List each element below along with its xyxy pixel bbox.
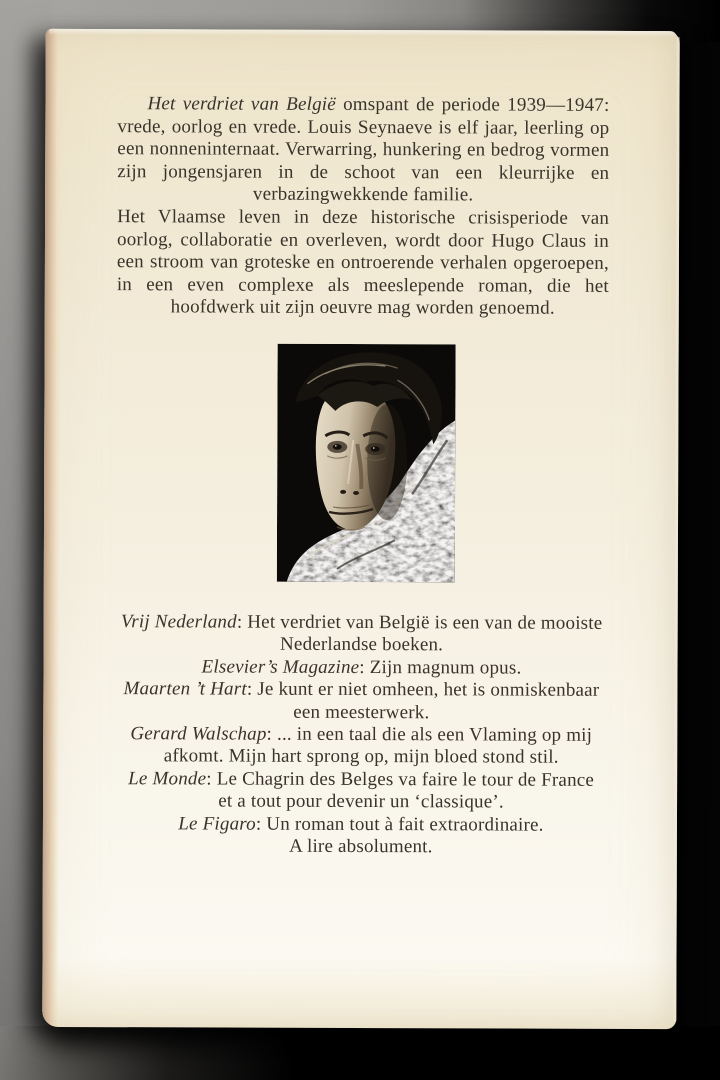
book-back-cover bbox=[42, 29, 679, 1029]
quote-le-figaro bbox=[120, 813, 602, 859]
quote-source: Gerard Walschap bbox=[130, 723, 267, 745]
quote-text: Le Chagrin des Belges va faire le tour de France et a tout pour devenir un ‘classique’. bbox=[216, 768, 595, 813]
blurb-paragraph-1-text: omspant de periode 1939—1947: vrede, oorlog en vrede. Louis Seynaeve is elf jaar, leerling op een nonneninternaat. Verwarring, hunkering en bedrog vormen zijn jongensjaren in de schoot van een kleurrijke en verbazingwekkende familie. bbox=[117, 93, 610, 206]
blurb-paragraph-1 bbox=[117, 93, 609, 208]
quote-text: Un roman tout à fait extraordinaire. bbox=[266, 813, 544, 836]
author-portrait-photo bbox=[277, 344, 456, 583]
quote-separator: : bbox=[266, 723, 278, 745]
book-title-italic: Het verdriet van België bbox=[147, 93, 336, 115]
quote-text-line-2: A lire absolument. bbox=[289, 835, 433, 858]
quote-source: Elsevier’s Magazine bbox=[201, 656, 360, 678]
blurb-paragraph-2: Het Vlaamse leven in deze historische crisisperiode van oorlog, collaboratie en overleven, wordt door Hugo Claus in een stroom van groteske en ontroerende verhalen opgeroepen, in een even complexe als meeslepende roman, die het hoofdwerk uit zijn oeuvre mag worden genoemd. bbox=[116, 206, 610, 320]
quote-text: Je kunt er niet omheen, het is onmiskenbaar een meesterwerk. bbox=[257, 678, 600, 723]
quote-separator: : bbox=[206, 768, 217, 790]
quote-vrij-nederland bbox=[121, 611, 603, 657]
page-edge-highlight-right bbox=[673, 37, 679, 1021]
quote-text: Zijn magnum opus. bbox=[369, 656, 522, 679]
page-edge-highlight-top bbox=[49, 29, 677, 37]
quote-separator: : bbox=[236, 611, 248, 633]
quote-separator: : bbox=[255, 813, 267, 835]
quote-source: Maarten ’t Hart bbox=[123, 678, 247, 700]
blurb-text bbox=[117, 93, 610, 321]
quote-separator: : bbox=[246, 678, 258, 700]
quote-source: Le Monde bbox=[128, 768, 207, 790]
quote-maarten-t-hart bbox=[120, 678, 602, 724]
quote-elseviers-magazine bbox=[120, 656, 602, 680]
quote-text: Het verdriet van België is een van de mooiste Nederlandse boeken. bbox=[247, 611, 603, 656]
quote-le-monde bbox=[120, 768, 602, 814]
background-bottom-band bbox=[0, 1026, 720, 1080]
spine-edge bbox=[42, 29, 61, 1027]
quote-source: Vrij Nederland bbox=[120, 611, 237, 633]
press-quotes bbox=[120, 611, 603, 859]
quote-text: ... in een taal die als een Vlaming op mij afkomt. Mijn hart sprong op, mijn bloed stond stil. bbox=[163, 723, 593, 769]
quote-gerard-walschap bbox=[120, 723, 602, 769]
quote-source: Le Figaro bbox=[178, 813, 256, 835]
quote-separator: : bbox=[359, 656, 370, 678]
